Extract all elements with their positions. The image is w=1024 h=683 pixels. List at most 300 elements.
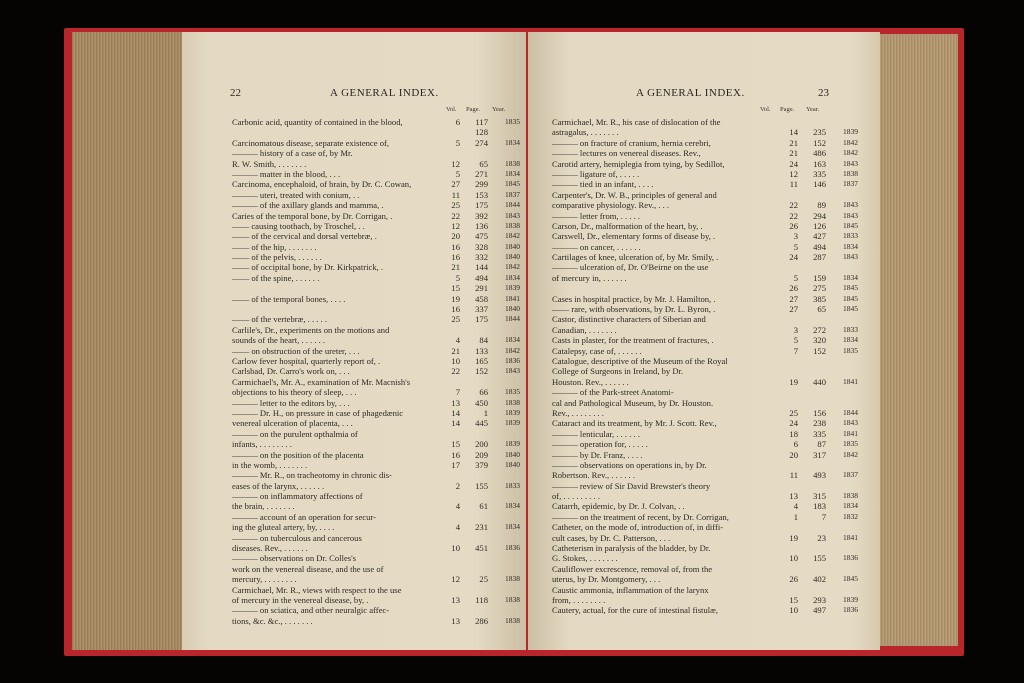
entry-year: 1843 [843,210,858,220]
entry-year: 1832 [843,511,858,521]
entry-volume: 5 [455,272,460,283]
entry-text: Catalogue, descriptive of the Museum of the Royal [552,355,728,366]
entry-page: 152 [813,345,826,356]
entry-text: ——— on the treatment of recent, by Dr. Corrigan, [552,511,729,522]
entry-page: 84 [479,335,488,346]
right-page-number: 23 [818,87,829,99]
entry-page: 320 [813,335,826,346]
entry-text: College of Surgeons in Ireland, by Dr. [552,366,684,377]
entry-year: 1839 [843,127,858,137]
entry-volume: 19 [451,293,460,304]
entry-year: 1845 [843,283,858,293]
entry-text: —— on obstruction of the ureter, . . . [232,345,360,356]
entry-text: eases of the larynx, . . . . . . [232,480,325,491]
entry-year: 1837 [843,179,858,189]
entry-year: 1835 [505,117,520,126]
entry-text: Carcinoma, encephaloid, of brain, by Dr. C. Cowan, [232,179,412,190]
entry-year: 1841 [843,428,858,438]
entry-volume: 12 [451,574,460,585]
entry-page: 159 [813,272,826,283]
entry-text: Carson, Dr., malformation of the heart, by, . [552,220,703,231]
entry-volume: 14 [451,407,460,418]
entry-volume: 15 [789,594,798,605]
entry-page: 155 [475,480,488,491]
entry-year: 1844 [843,407,858,417]
entry-volume: 16 [451,241,460,252]
entry-year: 1833 [843,324,858,334]
entry-year: 1841 [505,293,520,303]
entry-text: Catheterism in paralysis of the bladder, by Dr. [552,543,711,554]
entry-page: 23 [817,532,826,543]
entry-volume: 25 [451,200,460,211]
entry-volume: 5 [455,168,460,179]
entry-year: 1836 [843,553,858,563]
entry-text: astragalus, . . . . . . . [552,127,619,138]
entry-text: Catalepsy, case of, . . . . . . [552,345,642,356]
entry-page: 315 [813,491,826,502]
entry-text: ——— uteri, treated with conium, . . [232,189,360,200]
entry-page: 87 [817,439,826,450]
entry-text: the brain, . . . . . . . [232,501,295,512]
entry-text: comparative physiology. Rev., . . . [552,200,670,211]
entry-volume: 13 [451,594,460,605]
entry-volume: 10 [789,605,798,616]
entry-page: 89 [817,200,826,211]
right-page [528,32,880,650]
entry-year: 1835 [505,387,520,397]
entry-page: 335 [813,168,826,179]
entry-volume: 21 [451,345,460,356]
entry-page: 497 [813,605,826,616]
entry-text: sounds of the heart, . . . . . . [232,335,326,346]
right-col-year: Year. [806,106,820,113]
entry-text: Carbonic acid, quantity of contained in the blood, [232,117,403,127]
right-page-header: A GENERAL INDEX. [636,87,745,99]
entry-text: objections to his theory of sleep, . . . [232,387,357,398]
entry-year: 1843 [843,158,858,168]
entry-text: Canadian, . . . . . . . [552,324,617,335]
entry-year: 1837 [505,189,520,199]
entry-volume: 20 [451,231,460,242]
entry-text: —— of the temporal bones, . . . . [232,293,346,304]
entry-page: 294 [813,210,826,221]
entry-year: 1839 [505,418,520,428]
entry-text: —— of the vertebræ, . . . . . [232,314,327,325]
entry-volume: 17 [451,459,460,470]
entry-volume: 4 [455,522,460,533]
entry-volume: 2 [455,480,460,491]
entry-year: 1840 [505,304,520,314]
entry-page: 1 [483,407,488,418]
entry-text: diseases. Rev., . . . . . . [232,543,308,554]
entry-volume: 6 [455,117,460,127]
entry-page: 235 [813,127,826,138]
left-page-number: 22 [230,87,241,99]
entry-text: ——— ligature of, . . . . . [552,168,640,179]
entry-text: Carpenter's, Dr. W. B., principles of general and [552,189,717,200]
entry-year: 1838 [505,397,520,407]
entry-page: 156 [813,407,826,418]
entry-year: 1844 [505,314,520,324]
entry-text: Carmichael, Mr. R., views with respect to the use [232,584,402,595]
entry-text: ——— of the Park-street Anatomi- [552,387,674,398]
entry-volume: 26 [789,220,798,231]
entry-year: 1844 [505,200,520,210]
entry-volume: 7 [793,345,798,356]
entry-volume: 4 [793,501,798,512]
entry-volume: 24 [789,252,798,263]
entry-volume: 3 [793,324,798,335]
entry-page: 450 [475,397,488,408]
entry-volume: 27 [789,304,798,315]
entry-text: Cauliflower excrescence, removal of, from the [552,563,713,574]
entry-page: 392 [475,210,488,221]
entry-text: cal and Pathological Museum, by Dr. Houston. [552,397,714,408]
entry-volume: 5 [455,137,460,148]
entry-volume: 19 [789,376,798,387]
left-page [182,32,526,650]
entry-volume: 15 [451,283,460,294]
entry-volume: 7 [455,387,460,398]
entry-page: 65 [817,304,826,315]
entry-text: ——— history of a case of, by Mr. [232,148,353,159]
entry-year: 1834 [505,137,520,147]
entry-text: ——— lenticular, . . . . . . [552,428,640,439]
entry-volume: 13 [451,397,460,408]
entry-year: 1839 [843,594,858,604]
entry-text: ——— matter in the blood, . . . [232,168,341,179]
entry-text: —— rare, with observations, by Dr. L. Byron, . [552,304,716,315]
entry-page: 175 [475,200,488,211]
entry-page: 209 [475,449,488,460]
entry-text: Casts in plaster, for the treatment of fractures, . [552,335,714,346]
entry-year: 1843 [505,366,520,376]
entry-volume: 5 [793,241,798,252]
entry-text: Cataract and its treatment, by Mr. J. Scott. Rev., [552,418,717,429]
entry-text: ——— account of an operation for secur- [232,511,376,522]
entry-volume: 6 [793,439,798,450]
entry-text: ——— on tuberculous and cancerous [232,532,362,543]
entry-page: 200 [475,439,488,450]
entry-volume: 5 [793,272,798,283]
entry-text: ——— Mr. R., on tracheotomy in chronic dis- [232,470,392,481]
entry-year: 1834 [505,168,520,178]
entry-page: 291 [475,283,488,294]
entry-text: Carlile's, Dr., experiments on the motions and [232,324,390,335]
entry-text: Carlow fever hospital, quarterly report of, . [232,355,381,366]
entry-text: Carmichael's, Mr. A., examination of Mr. Macnish's [232,376,411,387]
entry-text: ing the gluteal artery, by, . . . . [232,522,335,533]
entry-year: 1839 [505,407,520,417]
entry-text: ——— on the purulent opthalmia of [232,428,358,439]
entry-text: ——— review of Sir David Brewster's theory [552,480,711,491]
entry-text: Carlsbad, Dr. Carro's work on, . . . [232,366,350,377]
entry-year: 1840 [505,459,520,469]
entry-year: 1834 [505,522,520,532]
entry-volume: 10 [451,543,460,554]
entry-text: ——— Dr. H., on pressure in case of phagedænic [232,407,404,418]
entry-volume: 18 [789,428,798,439]
entry-text: ——— observations on operations in, by Dr. [552,459,707,470]
entry-page: 163 [813,158,826,169]
entry-volume: 12 [789,168,798,179]
entry-year: 1845 [843,220,858,230]
entry-volume: 11 [789,470,798,481]
entry-page: 272 [813,324,826,335]
entry-text: of mercury in, . . . . . . [552,272,627,283]
entry-year: 1834 [843,335,858,345]
entry-year: 1834 [505,501,520,511]
left-col-page: Page. [466,106,481,113]
entry-page: 494 [475,272,488,283]
entry-page: 65 [479,158,488,169]
entry-page: 144 [475,262,488,273]
entry-page: 475 [475,231,488,242]
entry-page: 440 [813,376,826,387]
entry-page: 152 [475,366,488,377]
entry-text: ——— observations on Dr. Colles's [232,553,357,564]
entry-volume: 21 [789,137,798,148]
entry-volume: 22 [789,200,798,211]
entry-year: 1841 [843,376,858,386]
entry-page: 275 [813,283,826,294]
entry-text: cult cases, by Dr. C. Patterson, . . . [552,532,671,543]
entry-volume: 5 [793,335,798,346]
entry-page: 126 [813,220,826,231]
entry-year: 1834 [505,335,520,345]
entry-year: 1843 [505,210,520,220]
entry-page: 379 [475,459,488,470]
entry-year: 1833 [505,480,520,490]
entry-year: 1836 [505,543,520,553]
left-col-year: Year. [492,106,506,113]
entry-page: 153 [475,189,488,200]
entry-text: mercury, . . . . . . . . [232,574,297,585]
entry-page: 493 [813,470,826,481]
entry-page: 445 [475,418,488,429]
entry-volume: 22 [451,366,460,377]
entry-year: 1838 [505,220,520,230]
entry-text: Rev., . . . . . . . . [552,407,604,418]
entry-text: Cases in hospital practice, by Mr. J. Hamilton, . [552,293,716,304]
entry-volume: 16 [451,304,460,315]
entry-year: 1842 [843,449,858,459]
entry-page: 299 [475,179,488,190]
entry-year: 1842 [843,148,858,158]
entry-page: 66 [479,387,488,398]
entry-year: 1841 [843,532,858,542]
entry-text: Catarrh, epidemic, by Dr. J. Colvan, . . [552,501,685,512]
entry-text: —— of occipital bone, by Dr. Kirkpatrick, . [232,262,384,273]
entry-volume: 15 [451,439,460,450]
entry-text: tions, &c. &c., . . . . . . . [232,615,313,626]
entry-year: 1843 [843,252,858,262]
entry-volume: 3 [793,231,798,242]
entry-volume: 27 [789,293,798,304]
entry-volume: 16 [451,252,460,263]
entry-page: 451 [475,543,488,554]
entry-year: 1843 [843,200,858,210]
right-page-edges [878,34,958,646]
entry-year: 1843 [843,418,858,428]
entry-text: ——— operation for, . . . . . [552,439,648,450]
entry-page: 118 [475,594,488,605]
entry-text: venereal ulceration of placenta, . . . [232,418,353,429]
entry-text: of, . . . . . . . . . [552,491,600,502]
entry-page: 486 [813,148,826,159]
entry-volume: 25 [789,407,798,418]
entry-text: Caries of the temporal bone, by Dr. Corrigan, . [232,210,393,221]
entry-text: work on the venereal disease, and the use of [232,563,384,574]
entry-year: 1834 [505,272,520,282]
entry-volume: 4 [455,501,460,512]
entry-page: 25 [479,574,488,585]
entry-text: G. Stokes, . . . . . . . [552,553,618,564]
entry-year: 1834 [843,272,858,282]
entry-year: 1842 [505,231,520,241]
entry-volume: 24 [789,418,798,429]
entry-text: —— of the spine, . . . . . . [232,272,320,283]
entry-volume: 12 [451,158,460,169]
entry-year: 1840 [505,449,520,459]
entry-page: 175 [475,314,488,325]
entry-text: Robertson. Rev., . . . . . . [552,470,635,481]
entry-text: of mercury in the venereal disease, by, . [232,594,369,605]
entry-page: 183 [813,501,826,512]
entry-year: 1840 [505,241,520,251]
entry-page: 287 [813,252,826,263]
entry-year: 1834 [843,501,858,511]
entry-text: Catheter, on the mode of, introduction of, in diffi- [552,522,724,533]
entry-year: 1840 [505,252,520,262]
entry-text: ——— of the axillary glands and mamma, . [232,200,384,211]
entry-text: ——— by Dr. Franz, . . . . [552,449,643,460]
entry-page: 146 [813,179,826,190]
entry-text: in the womb, . . . . . . . [232,459,308,470]
entry-year: 1839 [505,439,520,449]
entry-volume: 14 [451,418,460,429]
entry-page: 152 [813,137,826,148]
entry-page: 271 [475,168,488,179]
entry-volume: 4 [455,335,460,346]
entry-volume: 11 [451,189,460,200]
entry-text: Carotid artery, hemiplegia from tying, by Sedillot, [552,158,725,169]
entry-text: Caustic ammonia, inflammation of the larynx [552,584,709,595]
entry-text: ——— ulceration of, Dr. O'Beirne on the use [552,262,709,273]
entry-volume: 25 [451,314,460,325]
entry-volume: 13 [789,491,798,502]
left-col-vol: Vol. [446,106,457,113]
entry-page: 165 [475,355,488,366]
entry-year: 1836 [505,355,520,365]
entry-year: 1845 [843,293,858,303]
entry-text: ——— on fracture of cranium, hernia cerebri, [552,137,711,148]
left-page-edges [72,32,184,650]
entry-text: Cautery, actual, for the cure of intestinal fistulæ, [552,605,719,616]
entry-year: 1837 [843,470,858,480]
entry-page: 128 [475,127,488,138]
entry-text: —— of the cervical and dorsal vertebræ, . [232,231,377,242]
entry-year: 1838 [843,168,858,178]
entry-volume: 20 [789,449,798,460]
entry-page: 458 [475,293,488,304]
entry-year: 1835 [843,439,858,449]
entry-volume: 24 [789,158,798,169]
entry-page: 238 [813,418,826,429]
entry-page: 136 [475,220,488,231]
entry-page: 317 [813,449,826,460]
entry-volume: 21 [451,262,460,273]
entry-year: 1836 [843,605,858,615]
entry-text: —— of the pelvis, . . . . . . [232,252,322,263]
entry-text: ——— letter to the editors by, . . . [232,397,350,408]
entry-text: Castor, distinctive characters of Siberian and [552,314,706,325]
entry-page: 494 [813,241,826,252]
entry-year: 1842 [843,137,858,147]
entry-page: 231 [475,522,488,533]
entry-page: 335 [813,428,826,439]
entry-year: 1833 [843,231,858,241]
entry-volume: 26 [789,283,798,294]
entry-text: ——— on sciatica, and other neuralgic affec- [232,605,390,616]
entry-text: R. W. Smith, . . . . . . . [232,158,307,169]
entry-volume: 16 [451,449,460,460]
entry-volume: 10 [451,355,460,366]
entry-volume: 10 [789,553,798,564]
entry-page: 328 [475,241,488,252]
entry-page: 286 [475,615,488,626]
entry-volume: 19 [789,532,798,543]
entry-volume: 14 [789,127,798,138]
entry-text: Houston. Rev., . . . . . . [552,376,629,387]
entry-volume: 21 [789,148,798,159]
entry-text: infants, . . . . . . . . [232,439,292,450]
entry-page: 293 [813,594,826,605]
entry-year: 1838 [505,594,520,604]
entry-page: 337 [475,304,488,315]
entry-page: 427 [813,231,826,242]
entry-text: ——— tied in an infant, . . . . [552,179,654,190]
entry-volume: 22 [789,210,798,221]
left-page-header: A GENERAL INDEX. [330,87,439,99]
entry-text: Carswell, Dr., elementary forms of disease by, . [552,231,716,242]
entry-volume: 22 [451,210,460,221]
entry-volume: 12 [451,220,460,231]
entry-year: 1834 [843,241,858,251]
entry-text: ——— lectures on venereal diseases. Rev., [552,148,701,159]
entry-volume: 26 [789,574,798,585]
entry-volume: 1 [793,511,798,522]
entry-text: Carmichael, Mr. R., his case of dislocation of the [552,117,721,127]
entry-page: 402 [813,574,826,585]
entry-year: 1835 [843,345,858,355]
entry-year: 1838 [843,491,858,501]
entry-year: 1845 [843,574,858,584]
entry-year: 1845 [843,304,858,314]
right-col-vol: Vol. [760,106,771,113]
entry-text: Carcinomatous disease, separate existence of, [232,137,390,148]
entry-volume: 13 [451,615,460,626]
entry-page: 61 [479,501,488,512]
entry-year: 1839 [505,283,520,293]
right-col-page: Page. [780,106,795,113]
entry-page: 332 [475,252,488,263]
entry-page: 274 [475,137,488,148]
entry-page: 155 [813,553,826,564]
entry-year: 1838 [505,158,520,168]
entry-text: ——— on inflammatory affections of [232,491,363,502]
entry-volume: 11 [789,179,798,190]
